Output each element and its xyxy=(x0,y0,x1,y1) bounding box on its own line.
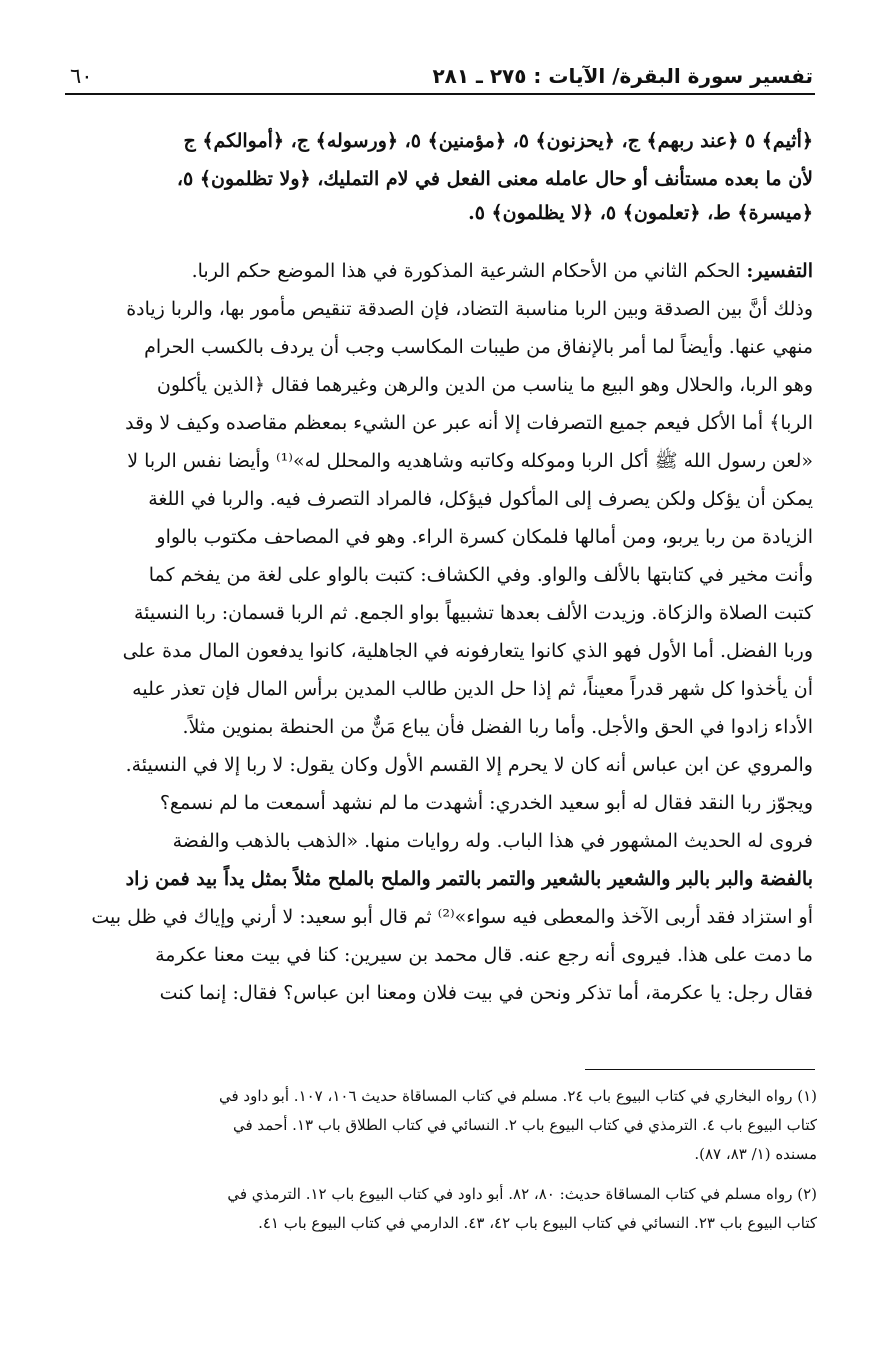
commentary-line: أن يأخذوا كل شهر قدراً معيناً، ثم إذا حل الدين طالب المدين برأس المال فإن تعذر عليه xyxy=(132,678,813,700)
page-number: ٦٠ xyxy=(70,64,93,88)
commentary-line: فروى له الحديث المشهور في هذا الباب. وله روايات منها. «الذهب بالذهب والفضة xyxy=(172,830,813,852)
pause-marks-line: ﴿ميسرة﴾ ط، ﴿تعلمون﴾ ٥، ﴿لا يظلمون﴾ ٥. xyxy=(468,202,813,224)
footnote-line: (١) رواه البخاري في كتاب البيوع باب ٢٤. مسلم في كتاب المساقاة حديث ١٠٦، ١٠٧. أبو داود في xyxy=(218,1087,817,1105)
page-header xyxy=(70,58,813,88)
commentary-line: الزيادة من ربا يربو، ومن أمالها فلمكان كسرة الراء. وهو في المصاحف مكتوب بالواو xyxy=(156,526,813,548)
commentary-line xyxy=(64,252,813,290)
commentary-line: «لعن رسول الله ﷺ أكل الربا وموكله وكاتبه وشاهديه والمحلل له»⁽¹⁾ وأيضا نفس الربا لا xyxy=(127,450,813,472)
commentary-line: وذلك أنَّ بين الصدقة وبين الربا مناسبة التضاد، فإن الصدقة تنقيص مأمور بها، والربا زيادة xyxy=(126,298,813,320)
commentary-line: الربا﴾ أما الأكل فيعم جميع التصرفات إلا أنه عبر عن الشيء بمعظم مقاصده وكيف لا وقد xyxy=(125,412,813,434)
commentary-line: منهي عنها. وأيضاً لما أمر بالإنفاق من طيبات المكاسب وجب أن يردف بالكسب الحرام xyxy=(144,336,813,358)
commentary-line: وهو الربا، والحلال وهو البيع ما يناسب من الدين والرهن وغيرهما فقال ﴿الذين يأكلون xyxy=(156,374,813,396)
footnote-line: كتاب البيوع باب ٤. الترمذي في كتاب البيوع باب ٢. النسائي في كتاب الطلاق باب ١٣. أحمد في xyxy=(232,1116,817,1134)
commentary-line: والمروي عن ابن عباس أنه كان لا يحرم إلا القسم الأول وكان يقول: لا ربا إلا في النسيئة. xyxy=(125,754,813,776)
footnote-line: كتاب البيوع باب ٢٣. النسائي في كتاب البيوع باب ٤٢، ٤٣. الدارمي في كتاب البيوع باب ٤١. xyxy=(258,1214,817,1232)
pause-marks-line: ﴿أثيم﴾ ٥ ﴿عند ربهم﴾ ج، ﴿يحزنون﴾ ٥، ﴿مؤمنين﴾ ٥، ﴿ورسوله﴾ ج، ﴿أموالكم﴾ ج xyxy=(183,130,813,152)
footnote-line: مسنده (١/ ٨٣، ٨٧). xyxy=(694,1145,817,1163)
header-rule xyxy=(65,93,815,95)
commentary-line: أو استزاد فقد أربى الآخذ والمعطى فيه سواء»⁽²⁾ ثم قال أبو سعيد: لا أرني وإياك في ظل بيت xyxy=(91,906,813,928)
commentary-text: الحكم الثاني من الأحكام الشرعية المذكورة في هذا الموضع حكم الربا. xyxy=(191,260,741,282)
commentary-line: ويجوّز ربا النقد فقال له أبو سعيد الخدري: أشهدت ما لم نشهد أسمعت ما لم نسمع؟ xyxy=(159,792,813,814)
commentary-line: كتبت الصلاة والزكاة. وزيدت الألف بعدها تشبيهاً بواو الجمع. ثم الربا قسمان: ربا النسيئة xyxy=(133,602,813,624)
commentary-line: الأداء زادوا في الحق والأجل. وأما ربا الفضل فأن يباع مَنٌّ من الحنطة بمنوين مثلاً. xyxy=(182,716,813,738)
footnote-line: (٢) رواه مسلم في كتاب المساقاة حديث: ٨٠، ٨٢. أبو داود في كتاب البيوع باب ١٢. الترمذي في xyxy=(227,1185,817,1203)
footnote-separator xyxy=(585,1069,815,1070)
commentary-line: وأنت مخير في كتابتها بالألف والواو. وفي الكشاف: كتبت بالواو على لغة من يفخم كما xyxy=(148,564,813,586)
commentary-line: فقال رجل: يا عكرمة، أما تذكر ونحن في بيت فلان ومعنا ابن عباس؟ فقال: إنما كنت xyxy=(159,982,813,1004)
commentary-line: وربا الفضل. أما الأول فهو الذي كانوا يتعارفونه في الجاهلية، كانوا يدفعون المال مدة على xyxy=(122,640,813,662)
tafsir-label: التفسير: xyxy=(746,260,813,282)
commentary-line: ما دمت على هذا. فيروى أنه رجع عنه. قال محمد بن سيرين: كنا في بيت معنا عكرمة xyxy=(155,944,813,966)
pause-marks-line: لأن ما بعده مستأنف أو حال عامله معنى الفعل في لام التمليك، ﴿ولا تظلمون﴾ ٥، xyxy=(176,168,813,190)
commentary-line: بالفضة والبر بالبر والشعير بالشعير والتمر بالتمر والملح بالملح مثلاً بمثل يداً بيد فمن زاد xyxy=(125,868,813,890)
running-title: تفسير سورة البقرة/ الآيات : ٢٧٥ ـ ٢٨١ xyxy=(432,64,813,88)
commentary-line: يمكن أن يؤكل ولكن يصرف إلى المأكول فيؤكل، فالمراد التصرف فيه. والربا في اللغة xyxy=(148,488,813,510)
